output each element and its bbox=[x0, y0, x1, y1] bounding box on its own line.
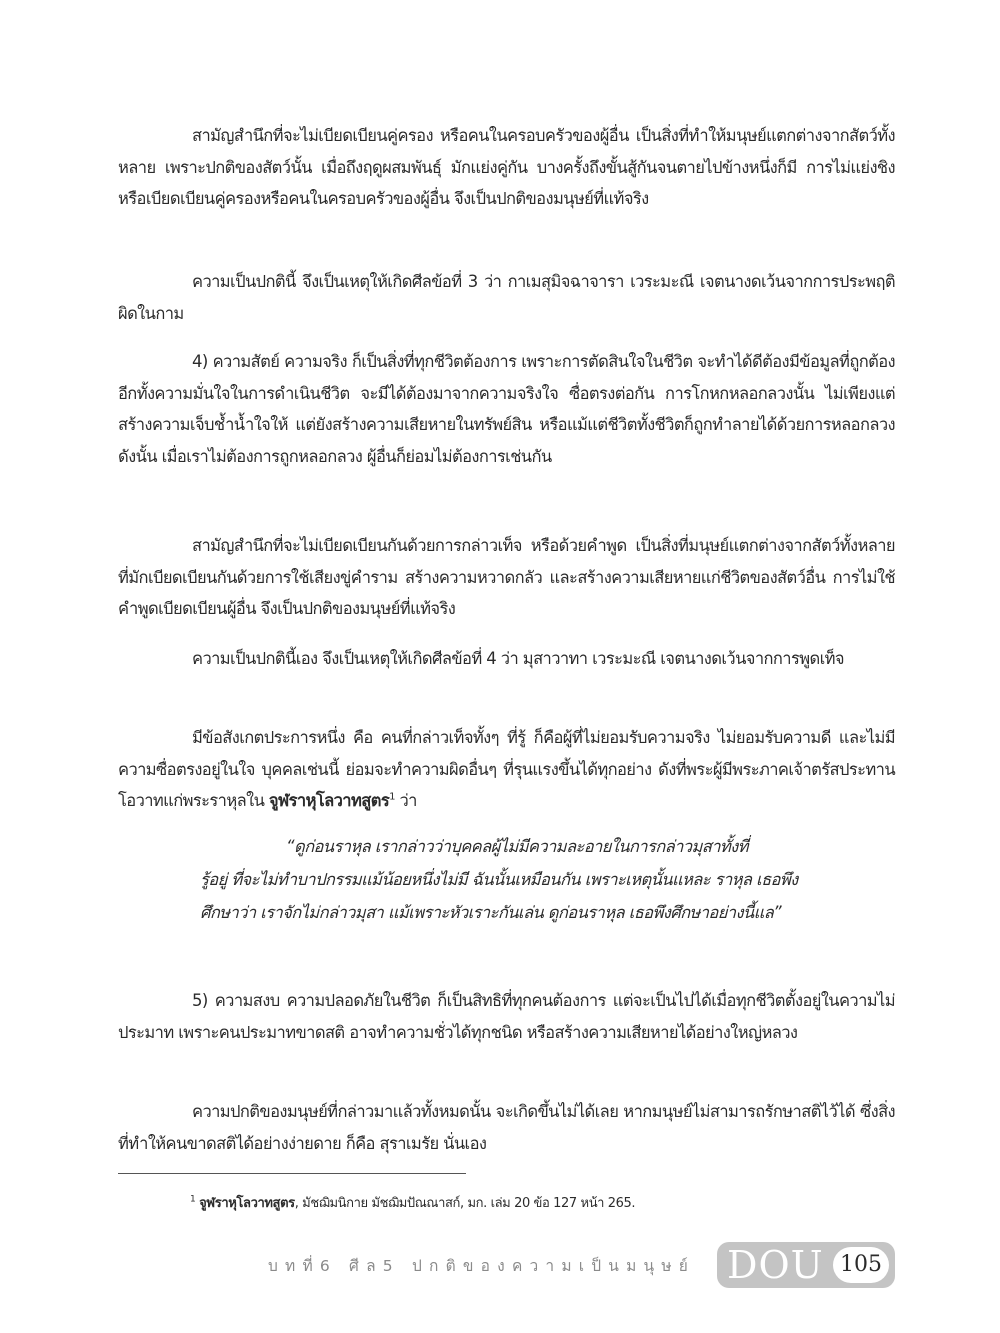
footer-chapter-title: บทที่6 ศีล5 ปกติของความเป็นมนุษย์ bbox=[268, 1257, 695, 1275]
paragraph-5: ความเป็นปกตินี้เอง จึงเป็นเหตุให้เกิดศีลข้อที่ 4 ว่า มุสาวาทา เวระมะณี เจตนางดเว้นจากการพูดเท็จ bbox=[192, 649, 844, 668]
paragraph-1: สามัญสำนึกที่จะไม่เบียดเบียนคู่ครอง หรือคนในครอบครัวของผู้อื่น เป็นสิ่งที่ทำให้มนุษย์แตกต่างจากสัตว์ทั้งหลาย เพราะปกติของสัตว์นั้น เมื่อถึงฤดูผสมพันธุ์ มักแย่งคู่กัน บางครั้งถึงขั้นสู้กันจนตายไปข้างหนึ่งก็มี การไม่แย่งชิงหรือเบียดเบียนคู่ครองหรือคนในครอบครัวของผู้อื่น จึงเป็นปกติของมนุษย์ที่แท้จริง bbox=[118, 126, 895, 208]
quotation bbox=[200, 830, 820, 929]
paragraph-6-text: มีข้อสังเกตประการหนึ่ง คือ คนที่กล่าวเท็จทั้งๆ ที่รู้ ก็คือผู้ที่ไม่ยอมรับความจริง ไม่ยอมรับความดี และไม่มีความซื่อตรงอยู่ในใจ บุคคลเช่นนี้ ย่อมจะทำความผิดอื่นๆ ที่รุนแรงขึ้นได้ทุกอย่าง ดังที่พระผู้มีพระภาคเจ้าตรัสประทานโอวาทแก่พระราหุลใน bbox=[118, 728, 895, 810]
footnote-number: 1 bbox=[190, 1194, 196, 1205]
dou-logo: DOU bbox=[727, 1243, 824, 1287]
paragraph-2: ความเป็นปกตินี้ จึงเป็นเหตุให้เกิดศีลข้อที่ 3 ว่า กาเมสุมิจฉาจารา เวระมะณี เจตนางดเว้นจากการประพฤติผิดในกาม bbox=[118, 272, 895, 323]
footnote bbox=[190, 1192, 910, 1213]
quotation-rest: รู้อยู่ ที่จะไม่ทำบาปกรรมแม้น้อยหนึ่งไม่มี ฉันนั้นเหมือนกัน เพราะเหตุนั้นแหละ ราหุล เธอพึงศึกษาว่า เราจักไม่กล่าวมุสา แม้เพราะหัวเราะกันเล่น ดูก่อนราหุล เธอพึงศึกษาอย่างนี้แล” bbox=[200, 870, 798, 922]
sutta-title: จูฬราหุโลวาทสูตร bbox=[268, 791, 390, 810]
paragraph-4: สามัญสำนึกที่จะไม่เบียดเบียนกันด้วยการกล่าวเท็จ หรือด้วยคำพูด เป็นสิ่งที่มนุษย์แตกต่างจากสัตว์ทั้งหลาย ที่มักเบียดเบียนกันด้วยการใช้เสียงขู่คำราม สร้างความหวาดกลัว และสร้างความเสียหายแก่ชีวิตของสัตว์อื่น การไม่ใช้คำพูดเบียดเบียนผู้อื่น จึงเป็นปกติของมนุษย์ที่แท้จริง bbox=[118, 536, 895, 618]
footnote-text: , มัชฌิมนิกาย มัชฌิมปัณณาสก์, มก. เล่ม 20 ข้อ 127 หน้า 265. bbox=[294, 1196, 636, 1211]
paragraph-6-end: ว่า bbox=[394, 791, 417, 810]
footnote-title: จูฬราหุโลวาทสูตร bbox=[199, 1196, 295, 1211]
paragraph-8: ความปกติของมนุษย์ที่กล่าวมาแล้วทั้งหมดนั้น จะเกิดขึ้นไม่ได้เลย หากมนุษย์ไม่สามารถรักษาสติไว้ได้ ซึ่งสิ่งที่ทำให้คนขาดสติได้อย่างง่ายดาย ก็คือ สุราเมรัย นั่นเอง bbox=[118, 1102, 895, 1153]
quotation-first-line: “ดูก่อนราหุล เรากล่าวว่าบุคคลผู้ไม่มีความละอายในการกล่าวมุสาทั้งที่ bbox=[286, 837, 748, 856]
footnote-marker[interactable]: 1 bbox=[389, 791, 395, 803]
paragraph-3: 4) ความสัตย์ ความจริง ก็เป็นสิ่งที่ทุกชีวิตต้องการ เพราะการตัดสินใจในชีวิต จะทำได้ดีต้องมีข้อมูลที่ถูกต้อง อีกทั้งความมั่นใจในการดำเนินชีวิต จะมีได้ต้องมาจากความจริงใจ ซื่อตรงต่อกัน การโกหกหลอกลวงนั้น ไม่เพียงแต่สร้างความเจ็บช้ำน้ำใจให้ แต่ยังสร้างความเสียหายในทรัพย์สิน หรือแม้แต่ชีวิตทั้งชีวิตก็ถูกทำลายได้ด้วยการหลอกลวง ดังนั้น เมื่อเราไม่ต้องการถูกหลอกลวง ผู้อื่นก็ย่อมไม่ต้องการเช่นกัน bbox=[118, 352, 895, 466]
page-number: 105 bbox=[833, 1247, 889, 1283]
footnote-divider bbox=[118, 1173, 466, 1174]
footer-badge bbox=[717, 1242, 895, 1288]
paragraph-6 bbox=[118, 722, 895, 817]
paragraph-7: 5) ความสงบ ความปลอดภัยในชีวิต ก็เป็นสิทธิที่ทุกคนต้องการ แต่จะเป็นไปได้เมื่อทุกชีวิตตั้งอยู่ในความไม่ประมาท เพราะคนประมาทขาดสติ อาจทำความชั่วได้ทุกชนิด หรือสร้างความเสียหายได้อย่างใหญ่หลวง bbox=[118, 991, 895, 1042]
